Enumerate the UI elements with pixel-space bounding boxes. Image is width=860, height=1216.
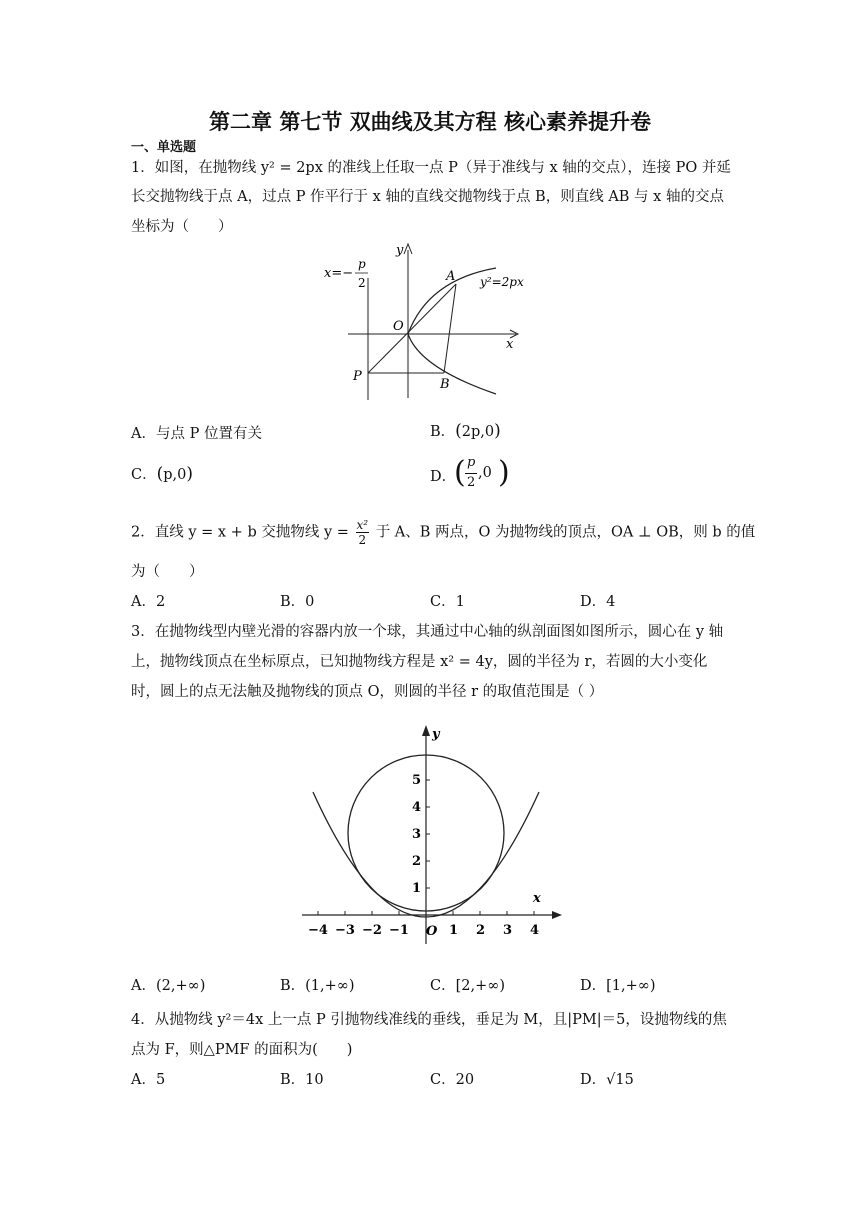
q2-option-c: C．1 (430, 594, 465, 610)
page-title: 第二章 第七节 双曲线及其方程 核心素养提升卷 (209, 110, 651, 134)
q1-figure (320, 240, 540, 405)
q1-text-line-1: 1．如图，在抛物线 y² = 2px 的准线上任取一点 P（异于准线与 x 轴的交点），连接 PO 并延 (131, 160, 731, 176)
q1-origin-label: O (393, 319, 404, 334)
q3-y-tick-4: 4 (412, 800, 422, 815)
q4-option-d: D．√15 (580, 1072, 634, 1088)
q1-point-A: A (446, 269, 456, 284)
q3-x-tick-2: 2 (476, 923, 486, 938)
q2-option-b: B．0 (280, 594, 315, 610)
q3-x-tick-4: 4 (530, 923, 540, 938)
q3-option-d: D．[1,+∞) (580, 978, 656, 994)
q3-x-tick-neg1: −1 (389, 923, 409, 938)
q3-x-tick-1: 1 (449, 923, 459, 938)
q2-text-line-1: 2．直线 y = x + b 交抛物线 y = $\frac{\text{x²}}{2}$ 于 A、B 两点，O 为抛物线的顶点，OA ⊥ OB，则 b 的值 (131, 518, 756, 547)
q1-option-a: A．与点 P 位置有关 (131, 426, 262, 442)
q3-x-tick-neg4: −4 (308, 923, 328, 938)
q1-directrix-label: x=− (324, 266, 354, 281)
q2-text-line-2: 为（ ） (131, 564, 204, 580)
q4-text-line-2: 点为 F，则△PMF 的面积为( ) (131, 1042, 353, 1058)
q3-option-a: A．(2,+∞) (131, 978, 206, 994)
q1-text-line-2: 长交抛物线于点 A，过点 P 作平行于 x 轴的直线交抛物线于点 B，则直线 AB 与 x 轴的交点 (131, 189, 724, 205)
q1-line-PA (368, 284, 456, 373)
q1-directrix-num: p (358, 257, 366, 271)
q1-line-AB (444, 284, 456, 373)
q3-y-label: y (432, 727, 440, 742)
q3-x-label: x (533, 891, 541, 906)
q3-y-tick-5: 5 (412, 773, 422, 788)
q1-text-line-3: 坐标为（ ） (131, 219, 233, 235)
q3-y-tick-1: 1 (412, 881, 422, 896)
q1-curve-label: y²=2px (480, 275, 524, 289)
q3-text-line-1: 3．在抛物线型内壁光滑的容器内放一个球，其通过中心轴的纵剖面图如图所示，圆心在 y 轴 (131, 624, 724, 640)
q4-option-a: A．5 (131, 1072, 166, 1088)
q1-directrix-den: 2 (358, 276, 366, 290)
q3-x-tick-3: 3 (503, 923, 513, 938)
q4-option-b: B．10 (280, 1072, 324, 1088)
q3-origin-label: O (426, 924, 438, 939)
q2-option-a: A．2 (131, 594, 166, 610)
q1-point-P: P (353, 369, 362, 384)
q1-point-B: B (440, 377, 450, 392)
q1-option-c: C．(p,0) (131, 464, 194, 484)
q4-text-line-1: 4．从抛物线 y²＝4x 上一点 P 引抛物线准线的垂线，垂足为 M，且|PM|＝5，设抛物线的焦 (131, 1012, 727, 1028)
q3-option-b: B．(1,+∞) (280, 978, 355, 994)
q3-y-tick-3: 3 (412, 827, 422, 842)
q3-text-line-3: 时，圆上的点无法触及抛物线的顶点 O，则圆的半径 r 的取值范围是（ ） (131, 684, 604, 700)
q1-y-label: y (396, 243, 404, 258)
q3-text-line-2: 上，抛物线顶点在坐标原点，已知抛物线方程是 x² = 4y，圆的半径为 r，若圆的大小变化 (131, 654, 708, 670)
q3-x-tick-neg3: −3 (335, 923, 355, 938)
q3-x-tick-neg2: −2 (362, 923, 382, 938)
q2-option-d: D．4 (580, 594, 616, 610)
q1-x-label: x (506, 337, 514, 352)
q1-option-b: B．(2p,0) (430, 421, 501, 441)
q3-figure (300, 722, 565, 947)
q4-option-c: C．20 (430, 1072, 475, 1088)
q3-option-c: C．[2,+∞) (430, 978, 505, 994)
section-heading: 一、单选题 (131, 140, 197, 155)
q3-y-tick-2: 2 (412, 854, 422, 869)
